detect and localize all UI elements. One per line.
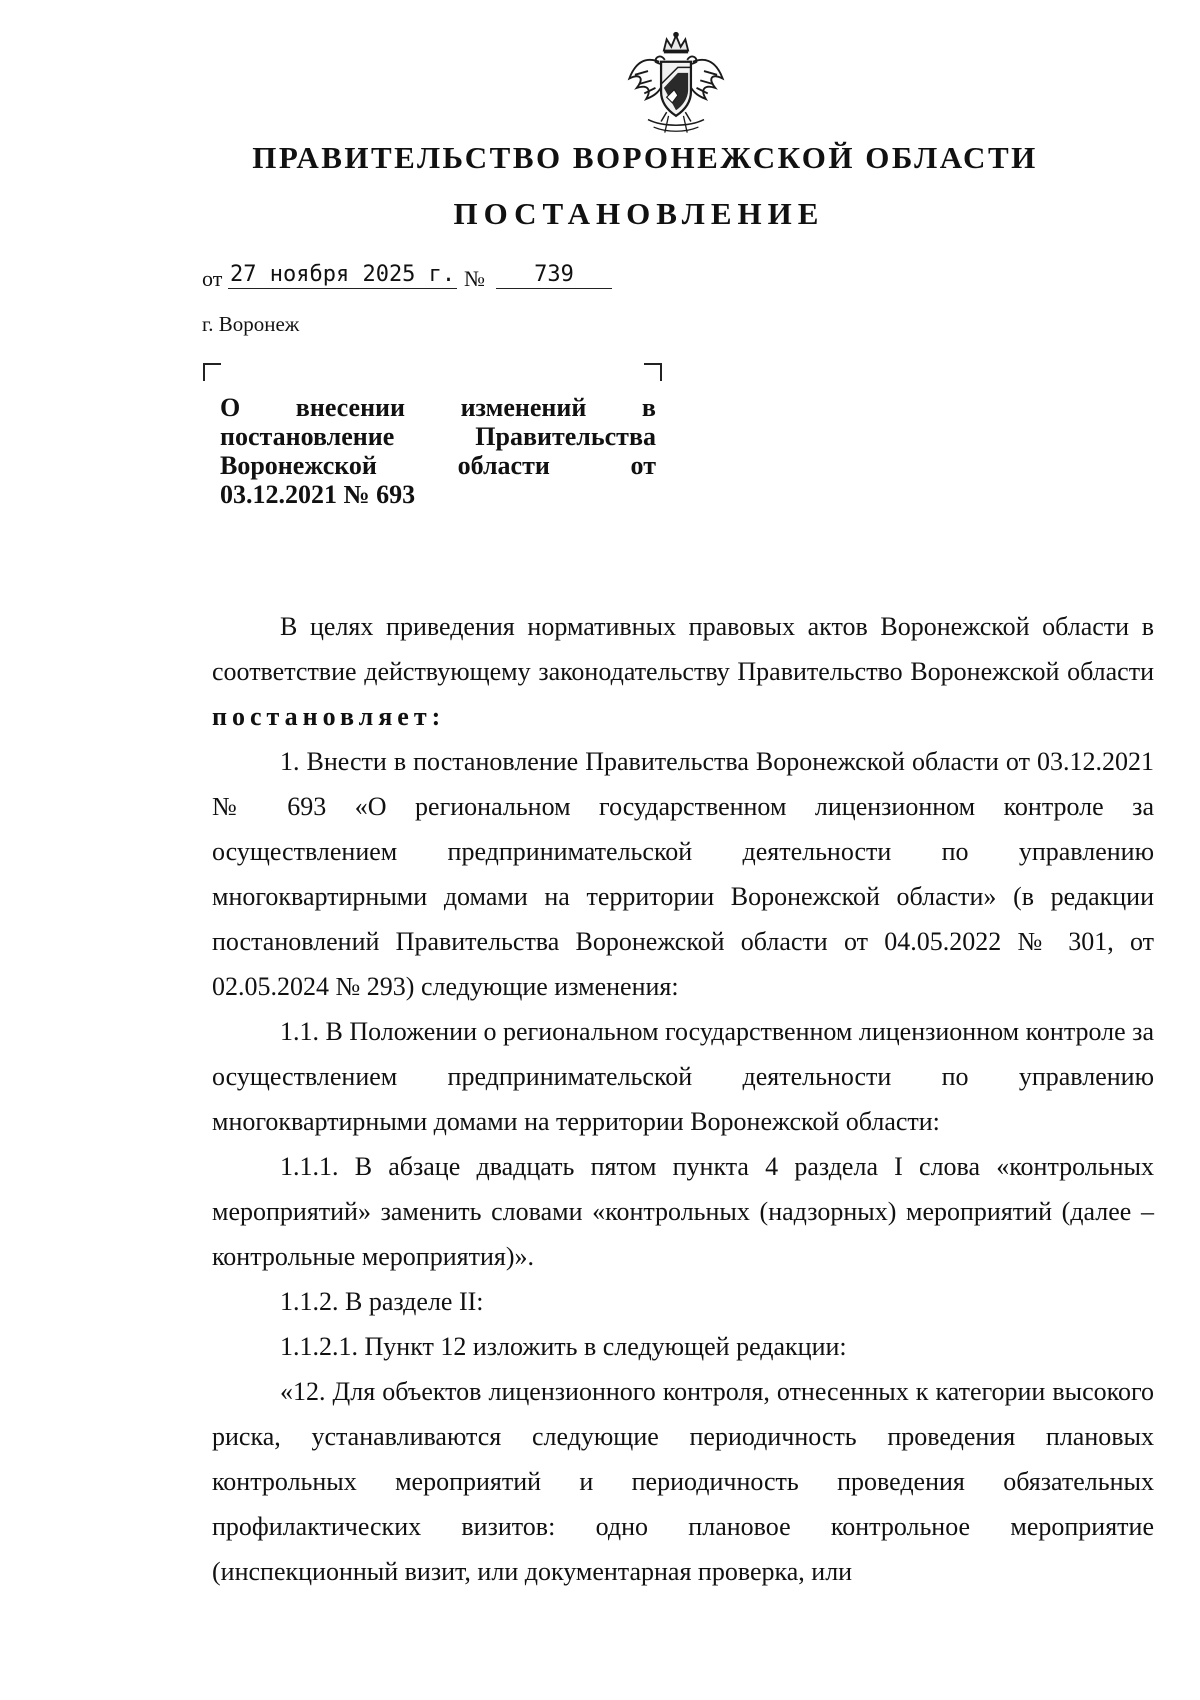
city-label: г. Воронеж [202, 312, 300, 336]
document-date: 27 ноября 2025 г. [230, 262, 456, 287]
organization-title: ПРАВИТЕЛЬСТВО ВОРОНЕЖСКОЙ ОБЛАСТИ [252, 140, 1038, 175]
paragraph-1-1-1: 1.1.1. В абзаце двадцать пятом пункта 4 раздела I слова «контрольных мероприятий» заменить словами «контрольных (надзорных) мероприятий (далее – контрольные мероприятия)». [212, 1152, 1154, 1271]
subject-word: О [220, 393, 241, 422]
subject-word: Правительства [475, 422, 656, 451]
paragraph-1-1-2: 1.1.2. В разделе II: [280, 1287, 484, 1316]
subject-word: изменений [460, 393, 587, 422]
subject-line [220, 393, 656, 422]
subject-word: в [641, 393, 656, 422]
subject-word: от [630, 451, 656, 480]
subject-line [220, 422, 656, 451]
date-number-line [202, 258, 702, 292]
subject-word: области [457, 451, 550, 480]
preamble-paragraph [212, 604, 1154, 739]
subject-line: 03.12.2021 № 693 [220, 480, 416, 509]
subject-line [220, 451, 656, 480]
preamble-text: В целях приведения нормативных правовых актов Воронежской области в соответствие действующему законодательству Правительство Воронежской области [212, 612, 1154, 686]
paragraph-1-1-2-1: 1.1.2.1. Пункт 12 изложить в следующей редакции: [280, 1332, 847, 1361]
paragraph-1: 1. Внести в постановление Правительства Воронежской области от 03.12.2021 № 693 «О региональном государственном лицензионном контроле за осуществлением предпринимательской деятельности по управлению многоквартирными домами на территории Воронежской области» (в редакции постановлений Правительства Воронежской области от 04.05.2022 № 301, от 02.05.2024 № 293) следующие изменения: [212, 747, 1154, 1001]
coat-of-arms-icon [620, 30, 732, 142]
subject-word: Воронежской [220, 451, 377, 480]
from-label: от [202, 266, 223, 291]
decree-verb: постановляет: [212, 702, 446, 731]
corner-mark-right [644, 363, 662, 381]
number-label: № [464, 266, 485, 291]
subject-word: внесении [295, 393, 406, 422]
corner-mark-left [203, 363, 221, 381]
document-type-title: ПОСТАНОВЛЕНИЕ [453, 196, 825, 231]
paragraph-12-quote: «12. Для объектов лицензионного контроля, отнесенных к категории высокого риска, устанавливаются следующие периодичность проведения плановых контрольных мероприятий и периодичность проведения обязательных профилактических визитов: одно плановое контрольное мероприятие (инспекционный визит, или документарная проверка, или [212, 1377, 1154, 1586]
document-body [212, 604, 1154, 1594]
subject-word: постановление [220, 422, 395, 451]
document-subject [220, 393, 656, 509]
paragraph-1-1: 1.1. В Положении о региональном государственном лицензионном контроле за осуществлением предпринимательской деятельности по управлению многоквартирными домами на территории Воронежской области: [212, 1017, 1154, 1136]
document-number: 739 [496, 262, 612, 289]
